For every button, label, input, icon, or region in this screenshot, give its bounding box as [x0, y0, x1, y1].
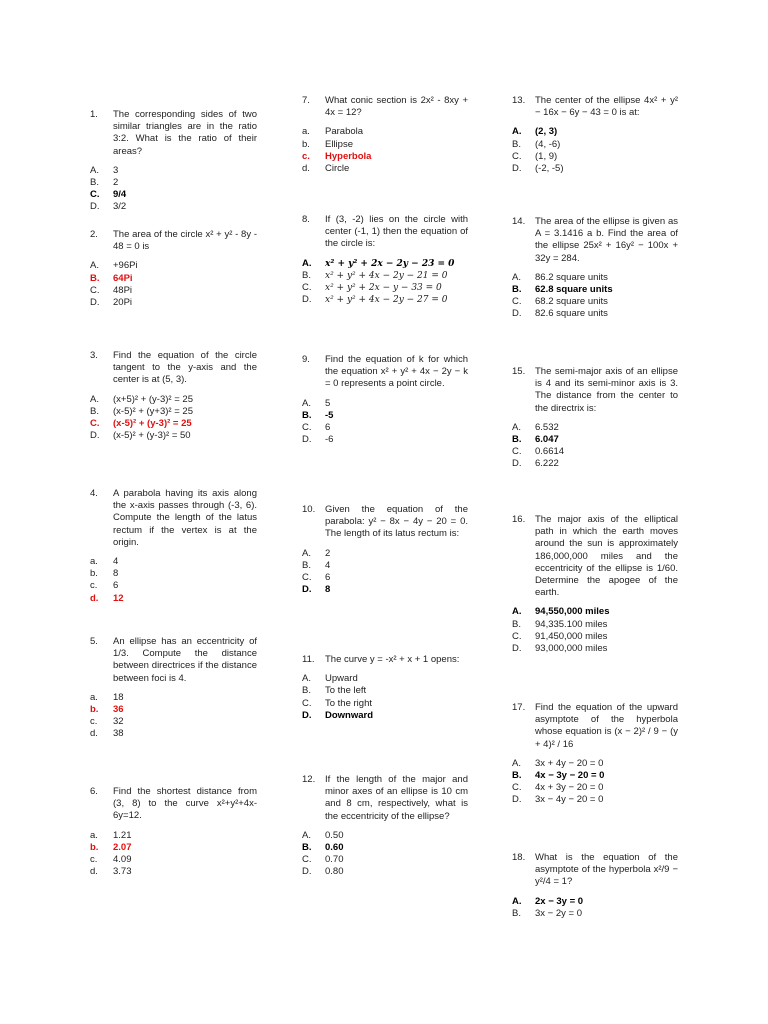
choice-text: 0.80 [325, 866, 344, 878]
answer-choice [302, 410, 468, 422]
question-number: 9. [302, 354, 310, 365]
answer-choice [512, 458, 678, 470]
choice-text: (x-5)² + (y-3)² = 25 [113, 417, 192, 429]
choice-text: 93,000,000 miles [535, 642, 608, 654]
choice-text: 82.6 square units [535, 308, 608, 320]
choice-letter: B. [302, 685, 311, 697]
question-5 [90, 636, 257, 741]
choice-text: (4, -6) [535, 138, 561, 150]
choice-text: 2 [113, 177, 119, 188]
question-text: If the length of the major and minor axes of an ellipse is 10 cm and 8 cm, respectively, what is the eccentricity of the ellipse? [325, 774, 468, 822]
question-stem [90, 786, 257, 823]
choice-letter: A. [302, 547, 311, 559]
choice-letter: B. [90, 405, 99, 417]
choice-letter: B. [512, 138, 521, 150]
choice-text: 0.6614 [535, 446, 565, 458]
choice-text: 4x − 3y − 20 = 0 [535, 770, 605, 781]
choice-text: 36 [113, 704, 124, 715]
choice-letter: C. [512, 630, 522, 642]
answer-choice [302, 854, 468, 866]
question-4 [90, 488, 257, 605]
question-text: Find the equation of k for which the equation x² + y² + 4x − 2y − k = 0 represents a point circle. [325, 354, 468, 390]
question-stem [90, 350, 257, 387]
choice-letter: D. [512, 642, 522, 654]
choice-letter: B. [302, 842, 312, 853]
choice-letter: C. [512, 150, 522, 162]
choice-letter: A. [90, 393, 99, 405]
answer-choice [90, 866, 257, 878]
answer-choice [302, 398, 468, 410]
choice-text: +96Pi [113, 260, 138, 272]
answer-choice [512, 272, 678, 284]
question-2 [90, 229, 257, 309]
choice-text: 6 [325, 571, 331, 583]
choice-letter: C. [302, 697, 312, 709]
question-number: 15. [512, 366, 526, 377]
choice-letter: A. [90, 260, 99, 272]
answer-choice [302, 685, 468, 697]
choice-letter: D. [302, 294, 312, 306]
question-18 [512, 852, 678, 920]
choice-letter: A. [302, 397, 311, 409]
choice-text: 3x − 2y = 0 [535, 907, 583, 919]
question-text: The semi-major axis of an ellipse is 4 and its semi-minor axis is 3. The distance from the center to the directrix is: [535, 366, 678, 414]
choice-letter: C. [302, 281, 312, 293]
choice-letter: B. [512, 770, 522, 781]
choice-letter: C. [512, 446, 522, 458]
choice-text: 0.50 [325, 829, 344, 841]
question-number: 12. [302, 774, 316, 785]
choice-text: To the right [325, 697, 372, 709]
answer-choice [90, 728, 257, 740]
answer-choice [302, 258, 468, 270]
choice-text: 91,450,000 miles [535, 630, 608, 642]
question-11 [302, 654, 468, 722]
answer-choice [90, 297, 257, 309]
choice-letter: D. [512, 794, 522, 806]
question-stem [302, 654, 468, 666]
answer-choice [90, 568, 257, 580]
choice-text: (x+5)² + (y-3)² = 25 [113, 393, 193, 405]
choice-text: 38 [113, 728, 124, 740]
question-text: The curve y = -x² + x + 1 opens: [325, 654, 460, 665]
answer-choice [302, 139, 468, 151]
answer-choice [90, 580, 257, 592]
choice-letter: D. [90, 430, 100, 442]
choice-text: 18 [113, 691, 124, 703]
choice-text: 2 [325, 547, 331, 559]
answer-choice [90, 177, 257, 189]
choice-letter: a. [90, 691, 98, 703]
question-text: Find the equation of the upward asymptote of the hyperbola whose equation is (x − 2)² / 9 − (y + 4)² / 16 [535, 702, 678, 750]
question-8 [302, 214, 468, 306]
question-text: A parabola having its axis along the x-axis passes through (-3, 6). Compute the length of the latus rectum if the vertex is at the origin. [113, 488, 257, 548]
question-text: What conic section is 2x² - 8xy + 4x = 12? [325, 95, 468, 119]
answer-choice [512, 163, 678, 175]
question-text: If (3, -2) lies on the circle with center (-1, 1) then the equation of the circle is: [325, 214, 468, 250]
question-text: What is the equation of the asymptote of the hyperbola x²/9 − y²/4 = 1? [535, 852, 678, 888]
answer-choice [302, 698, 468, 710]
answer-choice [90, 842, 257, 854]
question-text: An ellipse has an eccentricity of 1/3. Compute the distance between directrices if the distance between foci is 4. [113, 636, 257, 684]
question-number: 7. [302, 95, 310, 106]
question-stem [512, 95, 678, 119]
question-number: 1. [90, 109, 98, 120]
choice-letter: A. [512, 606, 522, 618]
question-text: The area of the ellipse is given as A = 3.1416 a b. Find the area of the ellipse 25x² + 16y² − 100x + 32y = 284. [535, 216, 678, 264]
question-1 [90, 109, 257, 214]
answer-choice [90, 430, 257, 442]
choice-text: 9/4 [113, 189, 127, 201]
answer-choice [90, 704, 257, 716]
choice-text: x² + y² + 2x − y − 33 = 0 [325, 282, 442, 293]
choice-text: 8 [113, 568, 119, 580]
choice-text: 48Pi [113, 284, 133, 296]
choice-text: 94,335.100 miles [535, 618, 608, 630]
question-text: The major axis of the elliptical path in which the earth moves around the sun is approximately 186,000,000 miles and the eccentricity of the ellipse is 1/60. Determine the apogee of the earth. [535, 514, 678, 599]
question-12 [302, 774, 468, 879]
choice-text: Upward [325, 673, 358, 685]
choice-letter: B. [512, 434, 522, 445]
choice-text: 5 [325, 397, 331, 409]
question-text: Given the equation of the parabola: y² − 8x − 4y − 20 = 0. The length of its latus rectum is: [325, 504, 468, 540]
choice-text: Hyperbola [325, 150, 372, 162]
answer-choice [512, 151, 678, 163]
choice-text: (-2, -5) [535, 162, 564, 174]
choice-letter: d. [90, 592, 99, 604]
choice-letter: C. [302, 421, 312, 433]
choice-text: 3/2 [113, 201, 127, 213]
choice-letter: C. [90, 189, 100, 201]
choice-letter: C. [302, 571, 312, 583]
answer-choice [512, 296, 678, 308]
question-number: 10. [302, 504, 316, 515]
choice-letter: A. [512, 421, 521, 433]
choice-text: 2.07 [113, 841, 132, 853]
question-stem [512, 514, 678, 599]
answer-choice [302, 282, 468, 294]
choice-letter: B. [90, 272, 100, 284]
answer-choice [302, 434, 468, 446]
question-7 [302, 95, 468, 175]
answer-choice [302, 548, 468, 560]
choice-letter: b. [90, 568, 98, 580]
answer-choice [302, 126, 468, 138]
choice-letter: A. [512, 271, 521, 283]
question-stem [512, 702, 678, 751]
answer-choice [90, 394, 257, 406]
choice-text: 3x + 4y − 20 = 0 [535, 757, 604, 769]
choice-letter: b. [90, 704, 99, 715]
question-number: 17. [512, 702, 526, 713]
answer-choice [302, 584, 468, 596]
answer-choice [512, 606, 678, 618]
choice-text: x² + y² + 2x − 2y − 23 = 0 [325, 258, 455, 269]
choice-letter: b. [90, 841, 99, 853]
choice-text: -6 [325, 434, 334, 446]
choice-letter: d. [90, 866, 98, 878]
question-stem [90, 488, 257, 549]
choice-text: 3.73 [113, 866, 132, 878]
answer-choice [90, 189, 257, 201]
answer-choice [90, 406, 257, 418]
question-number: 16. [512, 514, 526, 525]
question-number: 3. [90, 350, 98, 361]
question-stem [512, 216, 678, 265]
question-text: Find the shortest distance from (3, 8) to the curve x²+y²+4x-6y=12. [113, 786, 257, 822]
choice-text: 6 [113, 580, 119, 592]
answer-choice [302, 270, 468, 282]
question-text: The corresponding sides of two similar triangles are in the ratio 3:2. What is the ratio of their areas? [113, 109, 257, 157]
answer-choice [90, 830, 257, 842]
choice-letter: D. [90, 201, 100, 213]
answer-choice [302, 842, 468, 854]
question-stem [302, 95, 468, 119]
choice-text: 94,550,000 miles [535, 606, 610, 618]
answer-choice [512, 643, 678, 655]
question-15 [512, 366, 678, 471]
question-stem [90, 636, 257, 685]
question-14 [512, 216, 678, 321]
question-number: 5. [90, 636, 98, 647]
question-stem [512, 852, 678, 889]
choice-text: 86.2 square units [535, 271, 608, 283]
choice-letter: A. [90, 164, 99, 176]
answer-choice [302, 866, 468, 878]
choice-letter: C. [512, 782, 522, 794]
answer-choice [90, 593, 257, 605]
choice-text: 6 [325, 421, 331, 433]
choice-text: 20Pi [113, 296, 133, 308]
choice-letter: B. [512, 907, 521, 919]
answer-choice [512, 794, 678, 806]
question-number: 18. [512, 852, 526, 863]
choice-text: 8 [325, 584, 331, 596]
choice-letter: A. [302, 257, 312, 269]
choice-letter: c. [90, 853, 98, 865]
choice-text: 64Pi [113, 272, 133, 284]
choice-letter: B. [302, 269, 311, 281]
choice-text: 4.09 [113, 853, 132, 865]
choice-text: 6.047 [535, 434, 559, 445]
choice-letter: c. [90, 716, 98, 728]
choice-letter: A. [512, 895, 522, 907]
choice-letter: d. [90, 728, 98, 740]
question-text: The center of the ellipse 4x² + y² − 16x − 6y − 43 = 0 is at: [535, 95, 678, 119]
choice-letter: D. [302, 584, 312, 596]
answer-choice [90, 692, 257, 704]
answer-choice [90, 556, 257, 568]
choice-text: 2x − 3y = 0 [535, 895, 584, 907]
choice-text: 6.532 [535, 421, 559, 433]
choice-letter: d. [302, 162, 310, 174]
answer-choice [302, 710, 468, 722]
choice-letter: D. [512, 458, 522, 470]
choice-letter: a. [90, 829, 98, 841]
question-stem [90, 109, 257, 158]
choice-text: 3 [113, 164, 119, 176]
choice-letter: A. [512, 757, 521, 769]
choice-text: To the left [325, 685, 367, 697]
choice-letter: A. [302, 673, 311, 685]
answer-choice [512, 896, 678, 908]
choice-text: 1.21 [113, 829, 132, 841]
answer-choice [90, 716, 257, 728]
answer-choice [512, 782, 678, 794]
choice-text: (2, 3) [535, 126, 558, 138]
answer-choice [512, 422, 678, 434]
answer-choice [302, 830, 468, 842]
choice-text: 0.70 [325, 854, 344, 866]
answer-choice [512, 770, 678, 782]
answer-choice [512, 446, 678, 458]
answer-choice [90, 273, 257, 285]
choice-text: (x-5)² + (y-3)² = 50 [113, 430, 191, 442]
answer-choice [512, 619, 678, 631]
choice-letter: B. [302, 409, 312, 421]
choice-text: 6.222 [535, 458, 559, 470]
choice-letter: D. [90, 296, 100, 308]
answer-choice [90, 201, 257, 213]
choice-text: x² + y² + 4x − 2y − 27 = 0 [325, 295, 448, 306]
choice-letter: C. [90, 417, 100, 429]
question-number: 13. [512, 95, 526, 106]
choice-letter: D. [512, 308, 522, 320]
choice-letter: b. [302, 138, 310, 150]
answer-choice [302, 151, 468, 163]
answer-choice [302, 560, 468, 572]
choice-text: Ellipse [325, 138, 353, 150]
question-number: 8. [302, 214, 310, 225]
choice-letter: B. [512, 618, 521, 630]
choice-text: 32 [113, 716, 124, 728]
choice-letter: C. [512, 296, 522, 308]
question-stem [512, 366, 678, 415]
question-16 [512, 514, 678, 655]
answer-choice [90, 260, 257, 272]
choice-letter: c. [302, 150, 310, 162]
question-stem [90, 229, 257, 253]
question-number: 4. [90, 488, 98, 499]
choice-letter: a. [90, 556, 98, 568]
choice-text: 4 [325, 559, 331, 571]
answer-choice [512, 139, 678, 151]
choice-letter: B. [90, 177, 99, 188]
choice-letter: c. [90, 580, 98, 592]
question-stem [302, 354, 468, 391]
choice-letter: D. [302, 709, 312, 721]
choice-text: (x-5)² + (y+3)² = 25 [113, 405, 193, 417]
choice-letter: C. [302, 854, 312, 866]
answer-choice [512, 126, 678, 138]
answer-choice [512, 308, 678, 320]
choice-letter: D. [512, 162, 522, 174]
choice-text: -5 [325, 409, 334, 421]
answer-choice [512, 908, 678, 920]
answer-choice [302, 294, 468, 306]
question-6 [90, 786, 257, 878]
question-9 [302, 354, 468, 446]
choice-letter: D. [302, 866, 312, 878]
answer-choice [512, 631, 678, 643]
answer-choice [512, 284, 678, 296]
choice-text: 4 [113, 556, 119, 568]
question-stem [302, 774, 468, 823]
answer-choice [302, 673, 468, 685]
question-13 [512, 95, 678, 175]
question-text: Find the equation of the circle tangent to the y-axis and the center is at (5, 3). [113, 350, 257, 386]
answer-choice [90, 418, 257, 430]
choice-letter: A. [512, 126, 522, 138]
choice-text: 3x − 4y − 20 = 0 [535, 794, 604, 806]
answer-choice [90, 165, 257, 177]
choice-text: Downward [325, 709, 374, 721]
choice-text: 0.60 [325, 842, 344, 853]
choice-text: x² + y² + 4x − 2y − 21 = 0 [325, 270, 448, 281]
choice-text: Parabola [325, 126, 364, 138]
question-number: 6. [90, 786, 98, 797]
choice-text: 62.8 square units [535, 284, 613, 295]
question-17 [512, 702, 678, 807]
question-number: 14. [512, 216, 526, 227]
answer-choice [512, 434, 678, 446]
choice-letter: A. [302, 829, 311, 841]
answer-choice [90, 285, 257, 297]
question-stem [302, 214, 468, 251]
answer-choice [512, 758, 678, 770]
question-10 [302, 504, 468, 596]
choice-letter: B. [302, 559, 311, 571]
choice-letter: C. [90, 284, 100, 296]
question-number: 2. [90, 229, 98, 240]
choice-text: 68.2 square units [535, 296, 608, 308]
choice-letter: a. [302, 126, 310, 138]
choice-text: Circle [325, 162, 350, 174]
answer-choice [302, 422, 468, 434]
question-3 [90, 350, 257, 442]
choice-text: (1, 9) [535, 150, 558, 162]
choice-text: 12 [113, 592, 124, 604]
choice-letter: D. [302, 434, 312, 446]
question-text: The area of the circle x² + y² - 8y - 48 = 0 is [113, 229, 257, 253]
choice-text: 4x + 3y − 20 = 0 [535, 782, 604, 794]
answer-choice [90, 854, 257, 866]
answer-choice [302, 572, 468, 584]
choice-letter: B. [512, 284, 522, 295]
question-stem [302, 504, 468, 541]
question-number: 11. [302, 654, 315, 665]
answer-choice [302, 163, 468, 175]
